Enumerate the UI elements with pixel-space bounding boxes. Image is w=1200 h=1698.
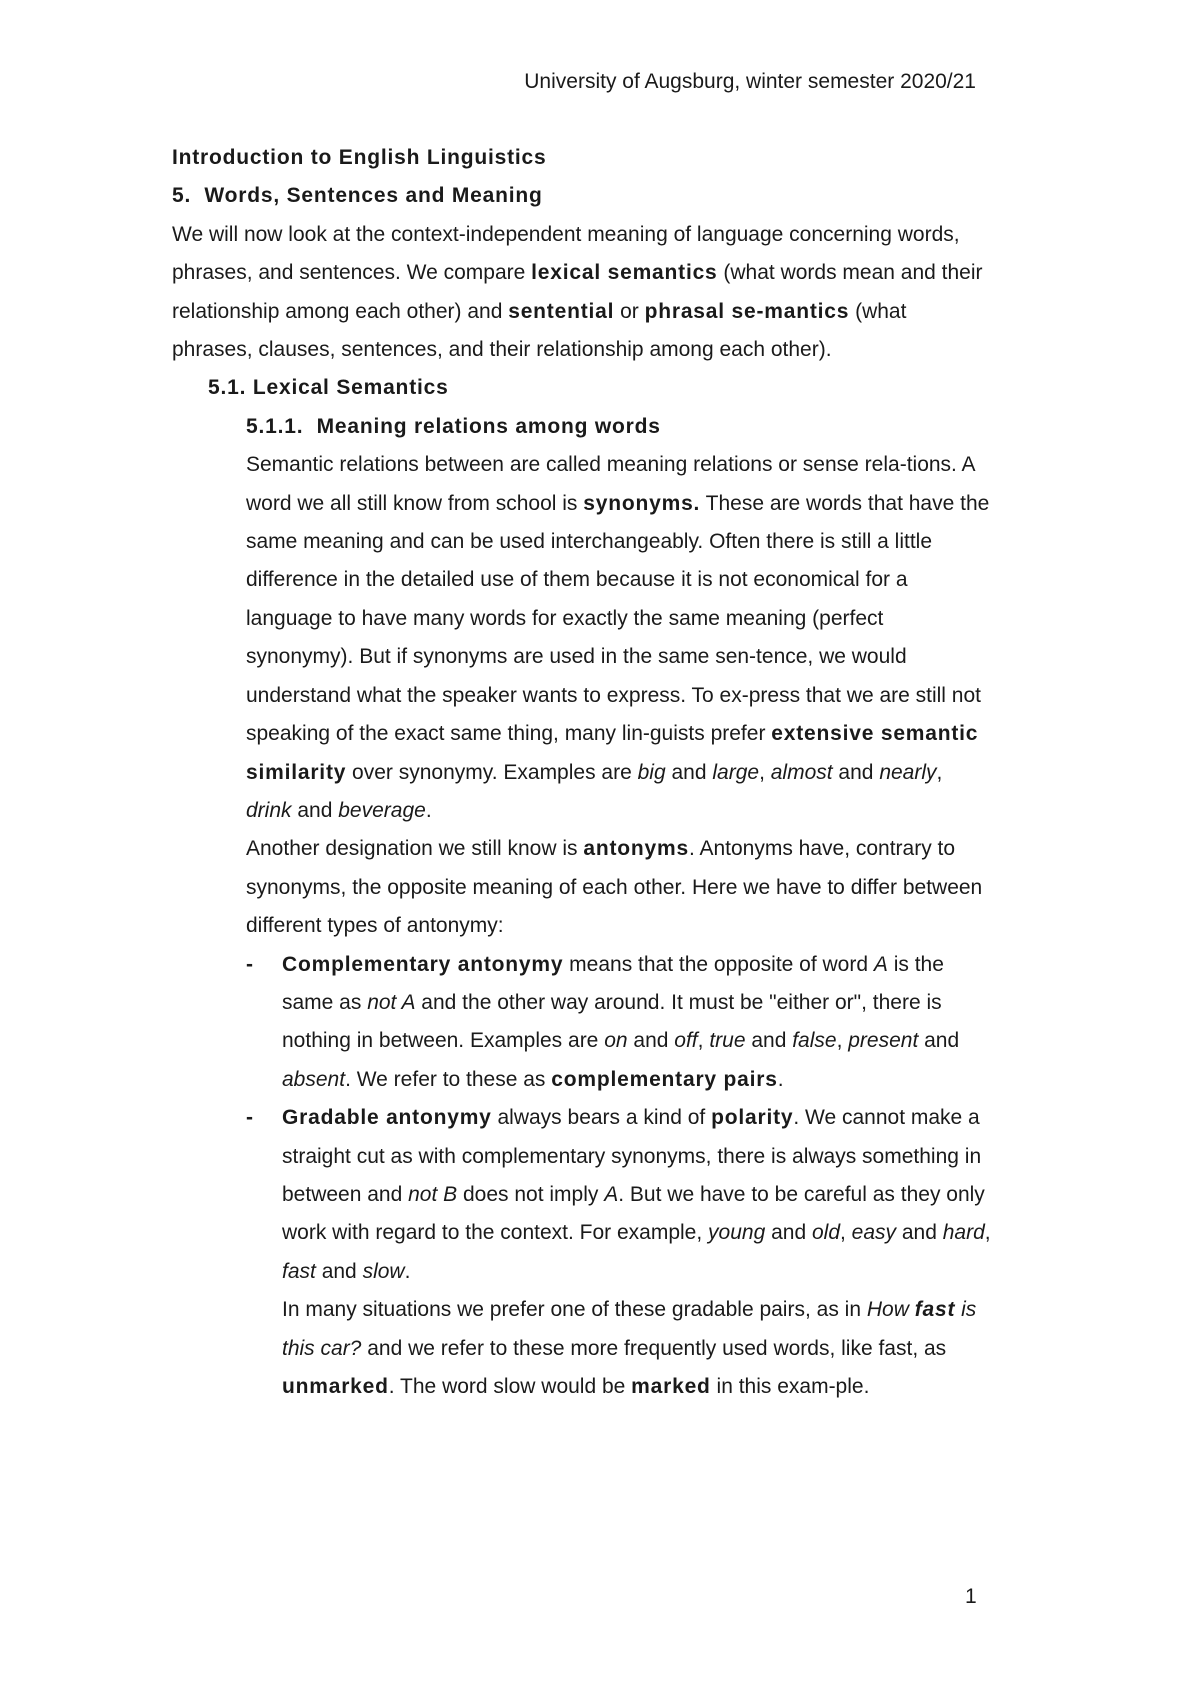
example-word: big (637, 760, 666, 784)
body-text: and we refer to these more frequently used words, like fast, as (361, 1336, 947, 1360)
body-text: . The word slow would be (388, 1375, 632, 1398)
example-word: absent (282, 1067, 346, 1091)
example-word: fast (282, 1259, 316, 1283)
body-text: and the other way around. It must be "either or", there is nothing in between. Examples are (282, 990, 942, 1053)
example-word: not B (408, 1182, 458, 1206)
document-body (172, 139, 992, 1406)
body-text: always bears a kind of (491, 1106, 712, 1130)
running-header: University of Augsburg, winter semester 2020/21 (524, 70, 976, 93)
antonyms-paragraph (246, 830, 992, 945)
example-word: almost (770, 760, 833, 784)
intro-text: (what words mean and their relationship among each other) and (172, 261, 983, 323)
body-text: and (315, 1259, 363, 1283)
term-complementary-antonymy: Complementary antonymy (282, 952, 564, 976)
body-text: over synonymy. Examples are (346, 760, 638, 784)
body-text: is the same as (282, 952, 944, 1014)
body-text: and (765, 1221, 812, 1245)
example-word: slow (362, 1259, 405, 1283)
body-text: . We refer to these as (345, 1067, 552, 1091)
body-text: and (291, 798, 339, 822)
body-text: Another designation we still know is (246, 837, 584, 861)
term-synonyms: synonyms. (583, 491, 701, 515)
intro-text: or (614, 299, 645, 323)
body-text: , (759, 760, 771, 784)
body-text: does not imply (457, 1182, 605, 1206)
list-item-gradable (246, 1099, 992, 1406)
example-sentence: How (866, 1298, 915, 1322)
body-text: and (627, 1029, 675, 1053)
list-item-complementary (246, 946, 992, 1100)
section-heading-5-1 (208, 369, 992, 407)
body-text: . But we have to be careful as they only work with regard to the context. For example, (282, 1182, 985, 1245)
example-word: A (873, 952, 888, 976)
example-word: off (674, 1029, 698, 1053)
example-word: easy (851, 1221, 897, 1245)
example-word: true (709, 1029, 746, 1053)
body-text: , (936, 760, 943, 784)
antonymy-types-list (246, 946, 992, 1407)
body-text: , (697, 1029, 710, 1053)
example-word: on (604, 1029, 628, 1053)
term-unmarked: unmarked (282, 1375, 389, 1398)
example-word: beverage (338, 798, 426, 822)
term-extensive-semantic-similarity: extensive semantic similarity (246, 722, 979, 784)
intro-text: We will now look at the context-independent meaning of language concerning words, phrases, and sentences. We compare (172, 222, 960, 285)
term-lexical-semantics: lexical semantics (531, 261, 718, 285)
example-word: A (604, 1182, 619, 1206)
body-text: means that the opposite of word (563, 952, 874, 976)
body-text: Semantic relations between are called meaning relations or sense rela-tions. A word we all still know from school is (246, 453, 975, 515)
example-word: false (792, 1029, 837, 1053)
body-text: . We cannot make a straight cut as with complementary synonyms, there is always something in between and (282, 1106, 982, 1206)
body-text: . Antonyms have, contrary to synonyms, the opposite meaning of each other. Here we have to differ between different types of antonymy: (246, 837, 983, 938)
example-word: nearly (879, 760, 937, 784)
term-phrasal-semantics: phrasal se-mantics (644, 299, 850, 323)
example-word: drink (246, 798, 292, 822)
body-text: and (745, 1029, 793, 1053)
section-title: Words, Sentences and Meaning (204, 184, 543, 208)
body-text: . (404, 1259, 411, 1283)
body-text: , (840, 1221, 852, 1245)
section-heading-5-1-1 (246, 408, 992, 446)
term-gradable-antonymy: Gradable antonymy (282, 1106, 492, 1130)
body-text: and (832, 760, 880, 784)
example-word: large (712, 760, 760, 784)
example-word-emphasis: fast (914, 1298, 956, 1322)
example-word: hard (942, 1221, 985, 1245)
example-sentence: is this car? (282, 1298, 977, 1360)
section-heading-5 (172, 177, 992, 215)
document-title: Introduction to English Linguistics (172, 146, 547, 169)
body-text: and (918, 1029, 960, 1053)
intro-paragraph (172, 216, 992, 370)
body-text: , (984, 1221, 991, 1245)
body-text: and (896, 1221, 943, 1245)
example-word: old (811, 1221, 840, 1245)
dash-bullet-icon: - (246, 1106, 253, 1130)
example-word: not A (367, 990, 416, 1014)
term-polarity: polarity (711, 1106, 794, 1130)
term-antonyms: antonyms (583, 837, 689, 861)
body-text: In many situations we prefer one of these gradable pairs, as in (282, 1298, 867, 1322)
body-text: . (425, 798, 432, 822)
body-text: These are words that have the same meaning and can be used interchangeably. Often there is still a little difference in the detailed use of them because it is not economical for a language to have many words for exactly the same meaning (perfect synonymy). But if synonyms are used in the same sen-tence, we would understand what the speaker wants to express. To ex-press that we are still not speaking of the exact same thing, many lin-guists prefer (246, 491, 990, 746)
section-number: 5.1.1. (246, 414, 304, 438)
dash-bullet-icon: - (246, 952, 253, 976)
term-complementary-pairs: complementary pairs (551, 1067, 778, 1091)
section-number: 5.1. (208, 376, 247, 400)
section-title: Lexical Semantics (252, 376, 449, 400)
example-word: young (708, 1221, 766, 1245)
synonyms-paragraph (246, 446, 992, 830)
intro-text: (what phrases, clauses, sentences, and their relationship among each other). (172, 299, 907, 362)
body-text: and (665, 760, 713, 784)
example-word: present (848, 1029, 919, 1053)
body-text: . (777, 1067, 784, 1091)
section-number: 5. (172, 184, 192, 208)
body-text: in this exam-ple. (710, 1375, 870, 1398)
body-text: , (836, 1029, 849, 1053)
section-title: Meaning relations among words (316, 414, 661, 438)
term-marked: marked (631, 1375, 711, 1398)
term-sentential: sentential (508, 299, 615, 323)
page-number: 1 (965, 1585, 977, 1608)
